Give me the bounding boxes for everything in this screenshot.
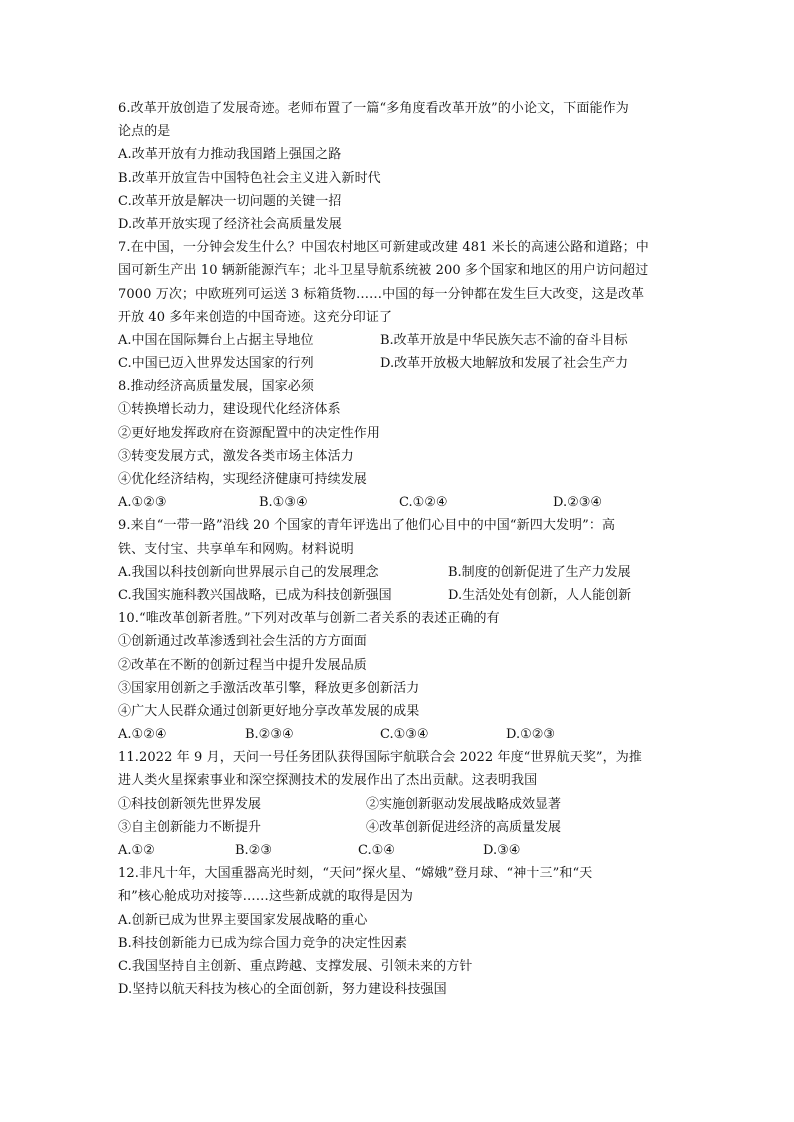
option-a: A.创新已成为世界主要国家发展战略的重心 [118, 912, 368, 928]
statement-item: ②实施创新驱动发展战略成效显著 [366, 796, 562, 812]
options-row [118, 491, 688, 514]
option-a: A.我国以科技创新向世界展示自己的发展理念 [118, 564, 379, 580]
option-b: B.科技创新能力已成为综合国力竞争的决定性因素 [118, 935, 407, 951]
question-11 [118, 746, 688, 862]
question-8 [118, 375, 688, 514]
statement-item: ④广大人民群众通过创新更好地分享改革发展的成果 [118, 703, 420, 719]
statement-item: ③国家用创新之手激活改革引擎，释放更多创新活力 [118, 680, 420, 696]
option-a: A.①② [118, 843, 155, 858]
option-d: D.生活处处有创新，人人能创新 [448, 587, 632, 603]
statement-item: ③转变发展方式，激发各类市场主体活力 [118, 448, 354, 464]
question-stem: 12.非凡十年，大国重器高光时刻，“天问”探火星、“嫦娥”登月球、“神十三”和“天 [118, 866, 593, 882]
question-stem: 11.2022 年 9 月，天问一号任务团队获得国际宇航联合会 2022 年度“世界航天奖”，为推 [118, 750, 642, 766]
option-c: C.我国实施科教兴国战略，已成为科技创新强国 [118, 587, 392, 603]
question-12 [118, 862, 688, 1001]
question-stem: 铁、支付宝、共享单车和网购。材料说明 [118, 541, 354, 557]
option-d: D.③④ [483, 843, 521, 858]
statement-item: ①转换增长动力，建设现代化经济体系 [118, 402, 341, 418]
statement-item: ①科技创新领先世界发展 [118, 796, 262, 812]
options-row [118, 839, 688, 862]
option-a: A.①②④ [118, 727, 167, 743]
options-row [118, 352, 688, 375]
option-d: D.①②③ [506, 727, 556, 743]
option-a: A.改革开放有力推动我国踏上强国之路 [118, 147, 342, 163]
option-d: D.坚持以航天科技为核心的全面创新，努力建设科技强国 [118, 982, 447, 998]
question-10 [118, 607, 688, 746]
option-c: C.①②④ [399, 495, 448, 511]
options-row [118, 561, 688, 584]
statement-item: ①创新通过改革渗透到社会生活的方方面面 [118, 634, 367, 650]
statement-item: ③自主创新能力不断提升 [118, 819, 262, 835]
question-stem: 10.“唯改革创新者胜。”下列对改革与创新二者关系的表述正确的有 [118, 611, 500, 627]
statement-row [118, 816, 688, 839]
question-stem: 进人类火星探索事业和深空探测技术的发展作出了杰出贡献。这表明我国 [118, 773, 538, 789]
options-row [118, 723, 688, 746]
question-stem: 9.来自“一带一路”沿线 20 个国家的青年评选出了他们心目中的中国“新四大发明”：高 [118, 518, 616, 534]
question-stem: 开放 40 多年来创造的中国奇迹。这充分印证了 [118, 309, 393, 325]
option-c: C.①③④ [380, 727, 429, 743]
statement-item: ②改革在不断的创新过程当中提升发展品质 [118, 657, 367, 673]
question-9 [118, 514, 688, 607]
option-c: C.①④ [358, 843, 395, 858]
options-row [118, 584, 688, 607]
questions-block [118, 97, 688, 1001]
options-row [118, 329, 688, 352]
option-c: C.改革开放是解决一切问题的关键一招 [118, 193, 342, 209]
question-stem: 6.改革开放创造了发展奇迹。老师布置了一篇“多角度看改革开放”的小论文，下面能作为 [118, 101, 629, 116]
option-b: B.制度的创新促进了生产力发展 [448, 564, 631, 580]
option-b: B.②③④ [245, 727, 294, 743]
question-stem: 论点的是 [118, 124, 171, 140]
statement-row [118, 793, 688, 816]
option-b: B.改革开放是中华民族矢志不渝的奋斗目标 [380, 332, 628, 348]
question-7 [118, 236, 688, 375]
option-b: B.②③ [235, 843, 272, 858]
option-c: C.中国已迈入世界发达国家的行列 [118, 356, 314, 372]
statement-item: ②更好地发挥政府在资源配置中的决定性作用 [118, 425, 381, 441]
question-stem: 8.推动经济高质量发展，国家必须 [118, 379, 315, 395]
question-stem: 7.在中国，一分钟会发生什么？中国农村地区可新建或改建 481 米长的高速公路和道路；中 [118, 240, 649, 256]
option-a: A.①②③ [118, 495, 167, 511]
option-a: A.中国在国际舞台上占据主导地位 [118, 332, 314, 348]
question-stem: 国可新生产出 10 辆新能源汽车；北斗卫星导航系统被 200 多个国家和地区的用户访问超过 [118, 263, 649, 279]
option-b: B.①③④ [259, 495, 308, 511]
option-c: C.我国坚持自主创新、重点跨越、支撑发展、引领未来的方针 [118, 958, 473, 974]
question-6 [118, 97, 688, 236]
statement-item: ④优化经济结构，实现经济健康可持续发展 [118, 472, 367, 487]
statement-item: ④改革创新促进经济的高质量发展 [366, 819, 562, 835]
question-stem: 和”核心舱成功对接等……这些新成就的取得是因为 [118, 889, 413, 905]
option-d: D.②③④ [553, 495, 603, 511]
option-d: D.改革开放极大地解放和发展了社会生产力 [380, 356, 629, 372]
question-stem: 7000 万次；中欧班列可运送 3 标箱货物……中国的每一分钟都在发生巨大改变，这是改革 [118, 286, 645, 302]
option-b: B.改革开放宣告中国特色社会主义进入新时代 [118, 170, 381, 186]
option-d: D.改革开放实现了经济社会高质量发展 [118, 216, 342, 232]
